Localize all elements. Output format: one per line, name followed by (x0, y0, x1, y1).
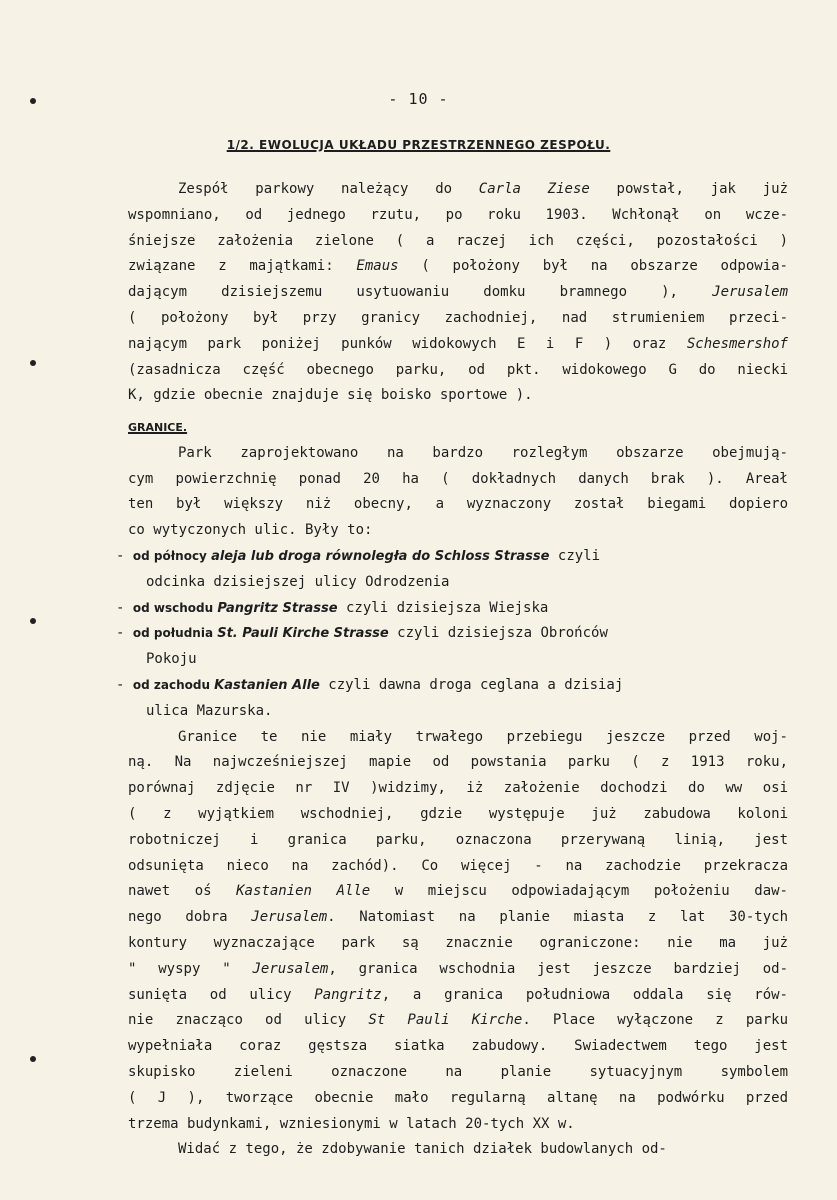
paragraph-line: odsunięta nieco na zachód). Co więcej - na zachodzie przekracza (128, 857, 788, 874)
page-number: - 10 - (388, 90, 449, 108)
paragraph-line: trzema budynkami, wzniesionymi w latach 20-tych XX w. (128, 1115, 575, 1132)
paragraph-line: " wyspy " Jerusalem, granica wschodnia jest jeszcze bardziej od- (128, 960, 788, 977)
paragraph-line: dającym dzisiejszemu usytuowaniu domku bramnego ), Jerusalem (128, 284, 788, 301)
punch-hole-mark (30, 360, 36, 366)
list-item-continuation: odcinka dzisiejszej ulicy Odrodzenia (146, 573, 450, 590)
paragraph-line: ( położony był przy granicy zachodniej, nad strumieniem przeci- (128, 309, 788, 326)
paragraph-line: skupisko zieleni oznaczone na planie sytuacyjnym symbolem (128, 1063, 788, 1080)
paragraph-line: nego dobra Jerusalem. Natomiast na planie miasta z lat 30-tych (128, 909, 788, 926)
list-item-continuation: ulica Mazurska. (146, 702, 273, 719)
paragraph-line: nającym park poniżej punków widokowych E i F ) oraz Schesmershof (128, 335, 788, 352)
punch-hole-mark (30, 1056, 36, 1062)
paragraph-line: robotniczej i granica parku, oznaczona przerywaną linią, jest (128, 831, 788, 848)
paragraph-line: śniejsze założenia zielone ( a raczej ich części, pozostałości ) (128, 232, 788, 249)
list-item: - od zachodu Kastanien Alle czyli dawna droga ceglana a dzisiaj (116, 676, 624, 693)
paragraph-line: K, gdzie obecnie znajduje się boisko sportowe ). (128, 387, 533, 404)
paragraph-line: sunięta od ulicy Pangritz, a granica południowa oddala się rów- (128, 986, 788, 1003)
list-item: - od południa St. Pauli Kirche Strasse czyli dzisiejsza Obrońców (116, 625, 608, 642)
paragraph-line: ną. Na najwcześniejszej mapie od powstania parku ( z 1913 roku, (128, 754, 788, 771)
paragraph-line: cym powierzchnię ponad 20 ha ( dokładnych danych brak ). Areał (128, 470, 788, 487)
paragraph-line: nie znacząco od ulicy St Pauli Kirche. Place wyłączone z parku (128, 1012, 788, 1029)
paragraph-line: Granice te nie miały trwałego przebiegu jeszcze przed woj- (178, 728, 788, 745)
paragraph-line: ( z wyjątkiem wschodniej, gdzie występuje już zabudowa koloni (128, 805, 788, 822)
list-item: - od północy aleja lub droga równoległa do Schloss Strasse czyli (116, 547, 601, 564)
paragraph-line: kontury wyznaczające park są znacznie ograniczone: nie ma już (128, 934, 788, 951)
paragraph-line: wspomniano, od jednego rzutu, po roku 1903. Wchłonął on wcze- (128, 206, 788, 223)
paragraph-line: Widać z tego, że zdobywanie tanich działek budowlanych od- (178, 1141, 667, 1158)
paragraph-intro (128, 177, 788, 409)
paragraph-line: Zespół parkowy należący do Carla Ziese powstał, jak już (178, 181, 788, 197)
paragraph-line: co wytyczonych ulic. Były to: (128, 522, 373, 539)
paragraph-line: ( J ), tworzące obecnie mało regularną altanę na podwórku przed (128, 1089, 788, 1106)
paragraph-line: (zasadnicza część obecnego parku, od pkt. widokowego G do niecki (128, 361, 788, 378)
section-granice (116, 415, 788, 1163)
section-heading: 1/2. EWOLUCJA UKŁADU PRZESTRZENNEGO ZESPOŁU. (226, 138, 611, 152)
paragraph-line: nawet oś Kastanien Alle w miejscu odpowiadającym położeniu daw- (128, 883, 788, 900)
paragraph-line: związane z majątkami: Emaus ( położony był na obszarze odpowia- (128, 258, 788, 275)
paragraph-line: ten był większy niż obecny, a wyznaczony został biegami dopiero (128, 496, 788, 513)
punch-hole-mark (30, 618, 36, 624)
granice-label: GRANICE. (128, 421, 188, 434)
list-item: - od wschodu Pangritz Strasse czyli dzisiejsza Wiejska (116, 599, 549, 616)
list-item-continuation: Pokoju (146, 651, 197, 668)
paragraph-line: wypełniała coraz gęstsza siatka zabudowy. Swiadectwem tego jest (128, 1038, 788, 1055)
paragraph-line: Park zaprojektowano na bardzo rozległym obszarze obejmują- (178, 444, 788, 461)
paragraph-line: porównaj zdjęcie nr IV )widzimy, iż założenie dochodzi do ww osi (128, 780, 788, 797)
